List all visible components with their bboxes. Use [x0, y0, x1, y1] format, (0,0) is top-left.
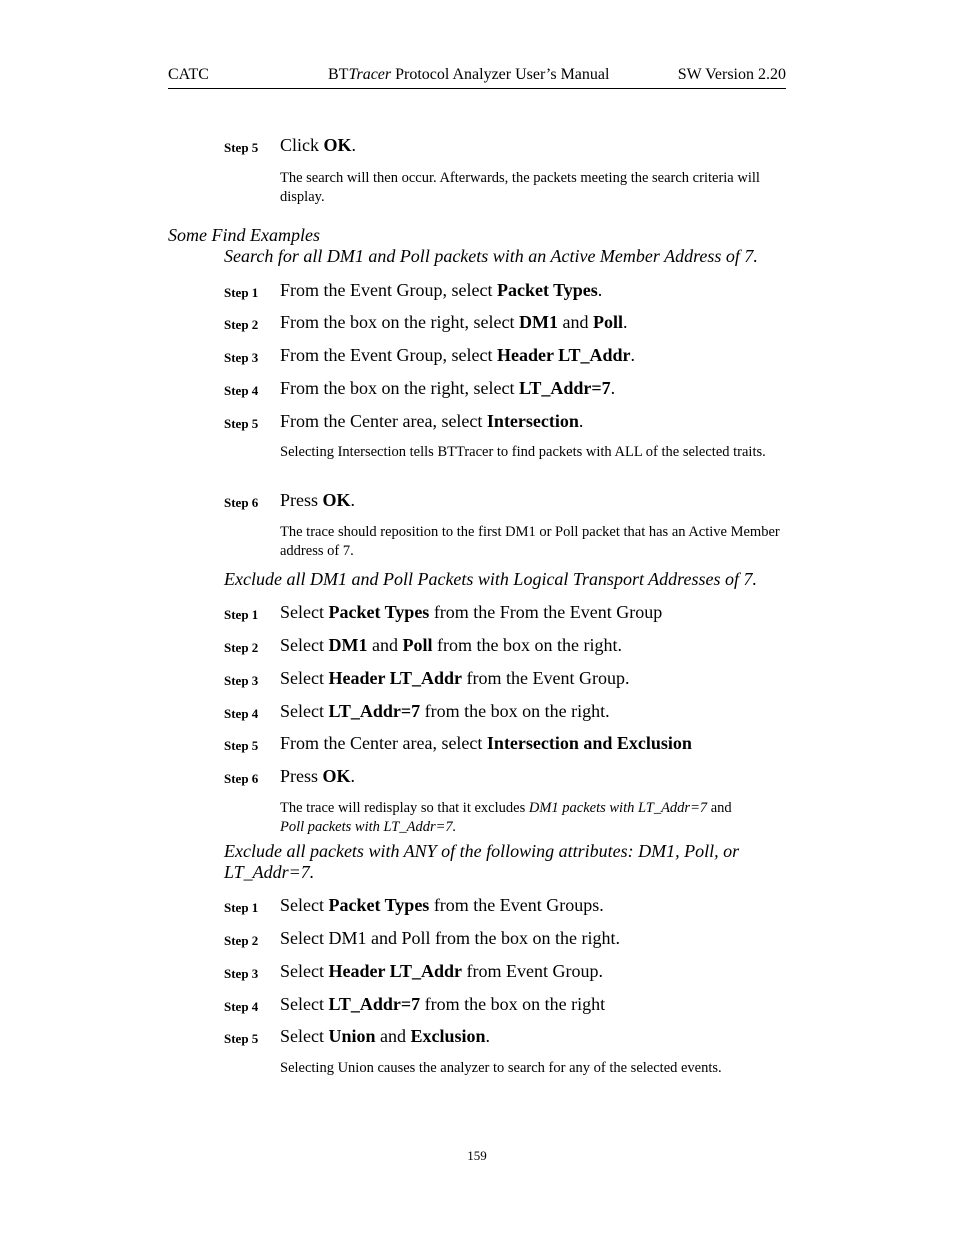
step-note: The search will then occur. Afterwards, the packets meeting the search criteria will display. [280, 170, 760, 205]
step-label: Step 1 [224, 285, 259, 300]
step-text: Select LT_Addr=7 from the box on the right. [280, 701, 610, 721]
step-note: Selecting Intersection tells BTTracer to find packets with ALL of the selected traits. [280, 444, 766, 460]
step-label: Step 6 [224, 495, 259, 510]
step-text: From the Event Group, select Packet Types. [280, 280, 603, 300]
step-text: Select Packet Types from the From the Event Group [280, 602, 663, 622]
step-label: Step 3 [224, 673, 259, 688]
step-label: Step 6 [224, 771, 259, 786]
step-text: Select Union and Exclusion. [280, 1026, 491, 1046]
step-label: Step 2 [224, 933, 259, 948]
section-heading: Some Find Examples [168, 225, 320, 245]
example-title-cont: LT_Addr=7. [224, 862, 315, 882]
step-text: Select DM1 and Poll from the box on the right. [280, 635, 622, 655]
page-number: 159 [467, 1148, 487, 1163]
step-label: Step 5 [224, 416, 259, 431]
step-note: Selecting Union causes the analyzer to search for any of the selected events. [280, 1060, 722, 1076]
step-text: Select Packet Types from the Event Groups. [280, 895, 604, 915]
step-text: From the box on the right, select LT_Addr=7. [280, 378, 616, 398]
example-title: Search for all DM1 and Poll packets with an Active Member Address of 7. [224, 246, 758, 266]
example-title: Exclude all packets with ANY of the following attributes: DM1, Poll, or [224, 841, 740, 861]
step-label: Step 2 [224, 317, 259, 332]
header-title: BTTracer Protocol Analyzer User’s Manual [328, 66, 610, 83]
step-note: The trace should reposition to the first DM1 or Poll packet that has an Active Member address of 7. [280, 524, 780, 559]
step-text: From the Center area, select Intersection and Exclusion [280, 733, 692, 753]
step-text: Select Header LT_Addr from the Event Group. [280, 668, 630, 688]
example-title: Exclude all DM1 and Poll Packets with Logical Transport Addresses of 7. [224, 569, 757, 589]
step-text: Press OK. [280, 766, 356, 786]
step-label: Step 5 [224, 140, 259, 155]
step-label: Step 3 [224, 350, 259, 365]
step-label: Step 4 [224, 999, 259, 1014]
page-header [168, 64, 786, 89]
step-label: Step 1 [224, 607, 259, 622]
step-label: Step 5 [224, 738, 259, 753]
step-note: The trace will redisplay so that it excludes DM1 packets with LT_Addr=7 and Poll packets with LT_Addr=7. [280, 800, 732, 835]
step-text: Select Header LT_Addr from Event Group. [280, 961, 603, 981]
step-label: Step 1 [224, 900, 259, 915]
header-version: SW Version 2.20 [677, 66, 786, 83]
step-label: Step 3 [224, 966, 259, 981]
header-company: CATC [168, 66, 209, 83]
step-text: Select DM1 and Poll from the box on the right. [280, 928, 620, 948]
step-label: Step 5 [224, 1031, 259, 1046]
step-text: Press OK. [280, 490, 356, 510]
step-text: From the box on the right, select DM1 and Poll. [280, 312, 628, 332]
step-label: Step 4 [224, 383, 259, 398]
step-text: Click OK. [280, 135, 357, 155]
step-text: From the Center area, select Intersection. [280, 411, 584, 431]
step-text: Select LT_Addr=7 from the box on the right [280, 994, 606, 1014]
step-text: From the Event Group, select Header LT_Addr. [280, 345, 635, 365]
step-label: Step 2 [224, 640, 259, 655]
step-label: Step 4 [224, 706, 259, 721]
